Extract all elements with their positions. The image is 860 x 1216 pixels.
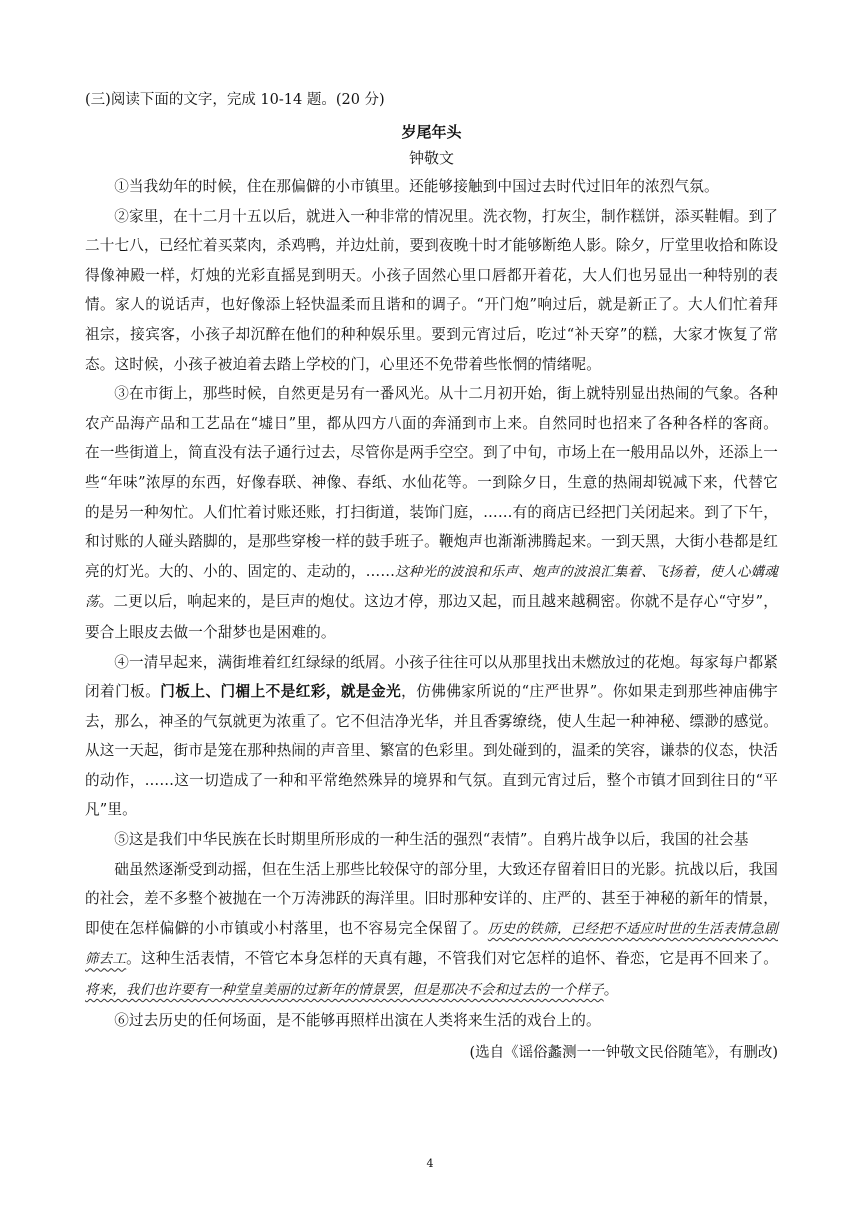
paragraph-4-bold-phrase: 门板上、门楣上不是红彩，就是金光 [160, 683, 402, 701]
page-number: 4 [426, 1157, 434, 1170]
article-title: 岁尾年头 [401, 123, 462, 141]
section-header: (三)阅读下面的文字，完成 10-14 题。(20 分) [85, 92, 385, 108]
paragraph-5-first-line: ⑤这是我们中华民族在长时期里所形成的一种生活的强烈“表情”。自鸦片战争以后，我国的社会基 [114, 831, 749, 849]
paragraph-5-underlined-sentence-2: 将来，我们也许要有一种堂皇美丽的过新年的情景罢，但是那决不会和过去的一个样子 [85, 982, 604, 999]
paragraph-2: ②家里，在十二月十五以后，就进入一种非常的情况里。洗衣物，打灰尘，制作糕饼，添买鞋帽。到了二十七八，已经忙着买菜肉，杀鸡鸭，并边灶前，要到夜晚十时才能够断绝人影。除夕，厅堂里收拾和陈设得像神殿一样，灯烛的光彩直摇晃到明天。小孩子固然心里口唇都开着花，大人们也另显出一种特别的表情。家人的说话声，也好像添上轻快温柔而且谐和的调子。“开门炮”响过后，就是新正了。大人们忙着拜祖宗，接宾客，小孩子却沉醉在他们的种种娱乐里。要到元宵过后，吃过“补天穿”的糕，大家才恢复了常态。这时候，小孩子被迫着去踏上学校的门，心里还不免带着些怅惘的情绪呢。 [85, 207, 778, 373]
paragraph-3-text-b: 。二更以后，响起来的，是巨声的炮仗。这边才停，那边又起，而且越来越稠密。你就不是存心“守岁”，要合上眼皮去做一个甜梦也是困难的。 [85, 593, 778, 641]
paragraph-4-text-b: ，仿佛佛家所说的“庄严世界”。你如果走到那些神庙佛宇去，那么，神圣的气氛就更为浓重了。它不但洁净光华，并且香雾缭绕，使人生起一种神秘、缥渺的感觉。从这一天起，街市是笼在那种热闹的声音里、繁富的色彩里。到处碰到的，温柔的笑容，谦恭的仪态，快活的动作，……这一切造成了一种和平常绝然殊异的境界和气氛。直到元宵过后，整个市镇才回到往日的“平凡”里。 [85, 683, 778, 819]
paragraph-3-text-a: ③在市街上，那些时候，自然更是另有一番风光。从十二月初开始，街上就特别显出热闹的气象。各种农产品海产品和工艺品在“墟日”里，都从四方八面的奔涌到市上来。自然同时也招来了各种各样的客商。在一些街道上，简直没有法子通行过去，尽管你是两手空空。到了中旬，市场上在一般用品以外，还添上一些“年味”浓厚的东西，好像春联、神像、春纸、水仙花等。一到除夕日，生意的热闹却锐减下来，代替它的是另一种匆忙。人们忙着讨账还账，打扫街道，装饰门庭，……有的商店已经把门关闭起来。到了下午，和讨账的人碰头踏脚的，是那些穿梭一样的鼓手班子。鞭炮声也渐渐沸腾起来。一到天黑，大街小巷都是红亮的灯光。大的、小的、固定的、走动的，…… [85, 385, 778, 580]
paragraph-3 [85, 379, 778, 647]
paragraph-5-text-c: 。 [603, 981, 619, 999]
paragraph-5 [85, 855, 778, 1006]
paragraph-1: ①当我幼年的时候，住在那偏僻的小市镇里。还能够接触到中国过去时代过旧年的浓烈气氛。 [114, 178, 719, 195]
paragraph-5-underlined-sentence-1: 历史的铁筛，已经把不适应时世的生活表情急剧筛去工 [85, 920, 778, 968]
paragraph-4 [85, 648, 778, 826]
paragraph-5-text-b: 。这种生活表情，不管它本身怎样的天真有趣，不管我们对它怎样的追怀、眷恋，它是再不回来了。 [126, 950, 778, 968]
paragraph-4-text-a: ④一清早起来，满街堆着红红绿绿的纸屑。小孩子往往可以从那里找出未燃放过的花炮。每家每户都紧闭着门板。 [85, 653, 778, 701]
source-citation: (选自《谣俗蠡测一一钟敬文民俗随笔》，有删改) [469, 1045, 778, 1062]
paragraph-3-italic-quote: 这种光的波浪和乐声、炮声的波浪汇集着、飞扬着，使人心媾魂荡 [85, 563, 779, 611]
article-author: 钟敬文 [408, 149, 454, 167]
paragraph-5-text-a: 础虽然逐渐受到动摇，但在生活上那些比较保守的部分里，大致还存留着旧日的光影。抗战以后，我国的社会，差不多整个被抛在一个万涛沸跃的海洋里。旧时那种安详的、庄严的、甚至于神秘的新年的情景，即使在怎样偏僻的小市镇或小村落里，也不容易完全保留了。 [85, 860, 778, 937]
paragraph-6: ⑥过去历史的任何场面，是不能够再照样出演在人类将来生活的戏台上的。 [114, 1011, 601, 1029]
